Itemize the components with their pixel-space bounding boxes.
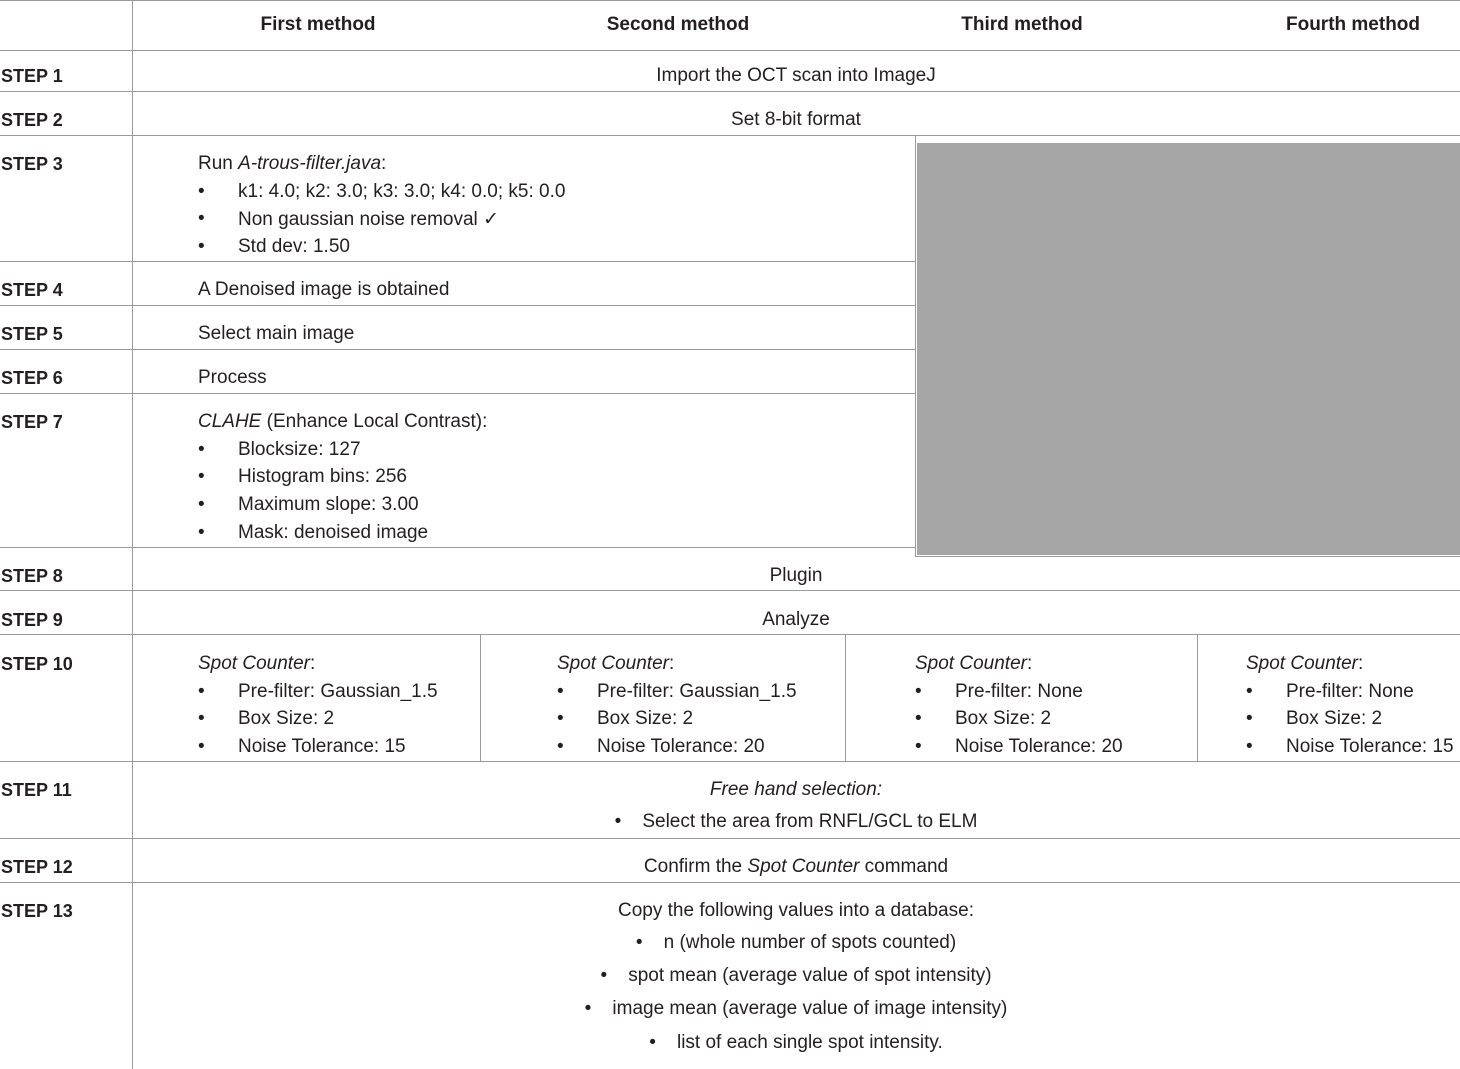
row-divider	[0, 349, 916, 350]
row-divider	[0, 761, 1460, 762]
row-divider	[0, 305, 916, 306]
bullet-icon: •	[557, 736, 564, 757]
list-item-text: Noise Tolerance: 20	[955, 736, 1123, 757]
list-item-text: Std dev: 1.50	[238, 236, 350, 257]
list-item-text: Noise Tolerance: 20	[597, 736, 765, 757]
step12-italic: Spot Counter	[747, 856, 860, 877]
bullet-icon: •	[198, 736, 205, 757]
grey-placeholder-block	[917, 143, 1460, 555]
step10-fourth-title	[1246, 653, 1363, 675]
step12-text	[132, 856, 1460, 878]
step3-run-suffix: :	[381, 153, 387, 174]
step-label: STEP 7	[1, 412, 63, 432]
step3-run-file: A-trous-filter.java	[238, 153, 382, 174]
step10-second-title	[557, 653, 674, 675]
bullet-icon: •	[649, 1032, 656, 1053]
row-divider	[0, 50, 1460, 51]
bullet-icon: •	[198, 466, 205, 487]
header-third-method: Third method	[961, 14, 1083, 35]
spot-counter-label: Spot Counter	[198, 653, 310, 674]
step5-text: Select main image	[198, 323, 355, 344]
header-second-method: Second method	[606, 14, 750, 35]
free-hand-selection-label: Free hand selection:	[709, 779, 883, 800]
step10-third-title	[915, 653, 1032, 675]
bullet-icon: •	[198, 181, 205, 202]
step10-first-title	[198, 653, 315, 675]
column-divider	[845, 634, 846, 761]
step-label: STEP 12	[1, 857, 73, 877]
step-label: STEP 10	[1, 654, 73, 674]
header-fourth-method: Fourth method	[1285, 14, 1421, 35]
step7-title-italic: CLAHE	[198, 411, 262, 432]
grey-block-border	[915, 136, 916, 556]
list-item-text: image mean (average value of image intensity)	[612, 998, 1008, 1019]
grey-block-border	[915, 556, 1460, 557]
step2-text: Set 8-bit format	[731, 109, 861, 130]
bullet-icon: •	[915, 736, 922, 757]
step13-title: Copy the following values into a database:	[618, 900, 974, 921]
spot-counter-label: Spot Counter	[915, 653, 1027, 674]
bullet-icon: •	[557, 708, 564, 729]
bullet-icon: •	[198, 208, 205, 229]
bullet-icon: •	[600, 965, 608, 986]
list-item-text: Noise Tolerance: 15	[238, 736, 406, 757]
step13-bullet	[132, 1032, 1460, 1054]
spot-counter-label: Spot Counter	[1246, 653, 1358, 674]
row-divider	[0, 135, 1460, 136]
step9-text: Analyze	[762, 609, 830, 630]
bullet-icon: •	[198, 494, 205, 515]
step-label: STEP 11	[1, 780, 72, 800]
row-divider	[0, 838, 1460, 839]
list-item-text: Box Size: 2	[597, 708, 694, 729]
step6-text: Process	[198, 367, 267, 388]
step4-text: A Denoised image is obtained	[198, 279, 450, 300]
title-suffix: :	[1357, 653, 1364, 674]
list-item-text: Box Size: 2	[955, 708, 1052, 729]
list-item-text: k1: 4.0; k2: 3.0; k3: 3.0; k4: 0.0; k5: 0.0	[238, 181, 566, 202]
step-label: STEP 13	[1, 901, 73, 921]
list-item-text: spot mean (average value of spot intensity)	[628, 965, 992, 986]
bullet-icon: •	[635, 932, 643, 953]
row-divider	[0, 393, 916, 394]
list-item-text: Mask: denoised image	[238, 522, 429, 543]
bullet-icon: •	[198, 681, 205, 702]
bullet-icon: •	[614, 811, 622, 832]
step1-text: Import the OCT scan into ImageJ	[656, 65, 936, 86]
title-suffix: :	[309, 653, 316, 674]
step-label: STEP 2	[1, 110, 63, 130]
row-divider	[0, 882, 1460, 883]
list-item-text: Noise Tolerance: 15	[1286, 736, 1454, 757]
step3-run-line	[198, 153, 386, 175]
step7-title-rest: (Enhance Local Contrast):	[261, 411, 488, 432]
step-label: STEP 1	[1, 66, 63, 86]
list-item-text: Maximum slope: 3.00	[238, 494, 419, 515]
list-item-text: Blocksize: 127	[238, 439, 361, 460]
bullet-icon: •	[1246, 681, 1253, 702]
list-item-text: Pre-filter: Gaussian_1.5	[597, 681, 797, 702]
step13-bullet	[132, 932, 1460, 954]
step11-bullet	[132, 811, 1460, 833]
step8-text: Plugin	[769, 565, 823, 586]
bullet-icon: •	[198, 522, 205, 543]
list-item-text: Non gaussian noise removal ✓	[238, 209, 499, 230]
step13-bullet	[132, 998, 1460, 1020]
step11-title	[132, 779, 1460, 801]
row-divider	[0, 91, 1460, 92]
step12-prefix: Confirm the	[643, 856, 748, 877]
bullet-icon: •	[198, 708, 205, 729]
list-item-text: list of each single spot intensity.	[676, 1032, 943, 1053]
bullet-icon: •	[915, 681, 922, 702]
row-divider	[0, 634, 1460, 635]
bullet-icon: •	[198, 236, 205, 257]
list-item-text: Histogram bins: 256	[238, 466, 407, 487]
bullet-icon: •	[584, 998, 592, 1019]
list-item-text: Select the area from RNFL/GCL to ELM	[642, 811, 978, 832]
header-first-method: First method	[260, 14, 376, 35]
spot-counter-label: Spot Counter	[557, 653, 669, 674]
step-label: STEP 5	[1, 324, 63, 344]
step7-title	[198, 411, 487, 433]
bullet-icon: •	[557, 681, 564, 702]
step12-suffix: command	[859, 856, 949, 877]
step-label: STEP 4	[1, 280, 63, 300]
column-divider	[1197, 634, 1198, 761]
row-divider	[0, 0, 1460, 1]
step-label: STEP 6	[1, 368, 63, 388]
title-suffix: :	[668, 653, 675, 674]
list-item-text: Pre-filter: Gaussian_1.5	[238, 681, 438, 702]
list-item-text: Pre-filter: None	[955, 681, 1083, 702]
title-suffix: :	[1026, 653, 1033, 674]
step-label: STEP 3	[1, 154, 63, 174]
bullet-icon: •	[1246, 736, 1253, 757]
list-item-text: Box Size: 2	[238, 708, 335, 729]
column-divider	[480, 634, 481, 761]
row-divider	[0, 590, 1460, 591]
step-label: STEP 9	[1, 610, 63, 630]
list-item-text: Pre-filter: None	[1286, 681, 1414, 702]
step13-bullet	[132, 965, 1460, 987]
row-divider	[0, 547, 916, 548]
list-item-text: n (whole number of spots counted)	[663, 932, 957, 953]
bullet-icon: •	[198, 439, 205, 460]
step-label: STEP 8	[1, 566, 63, 586]
bullet-icon: •	[1246, 708, 1253, 729]
step3-run-prefix: Run	[198, 153, 239, 174]
row-divider	[0, 261, 916, 262]
list-item-text: Box Size: 2	[1286, 708, 1383, 729]
bullet-icon: •	[915, 708, 922, 729]
